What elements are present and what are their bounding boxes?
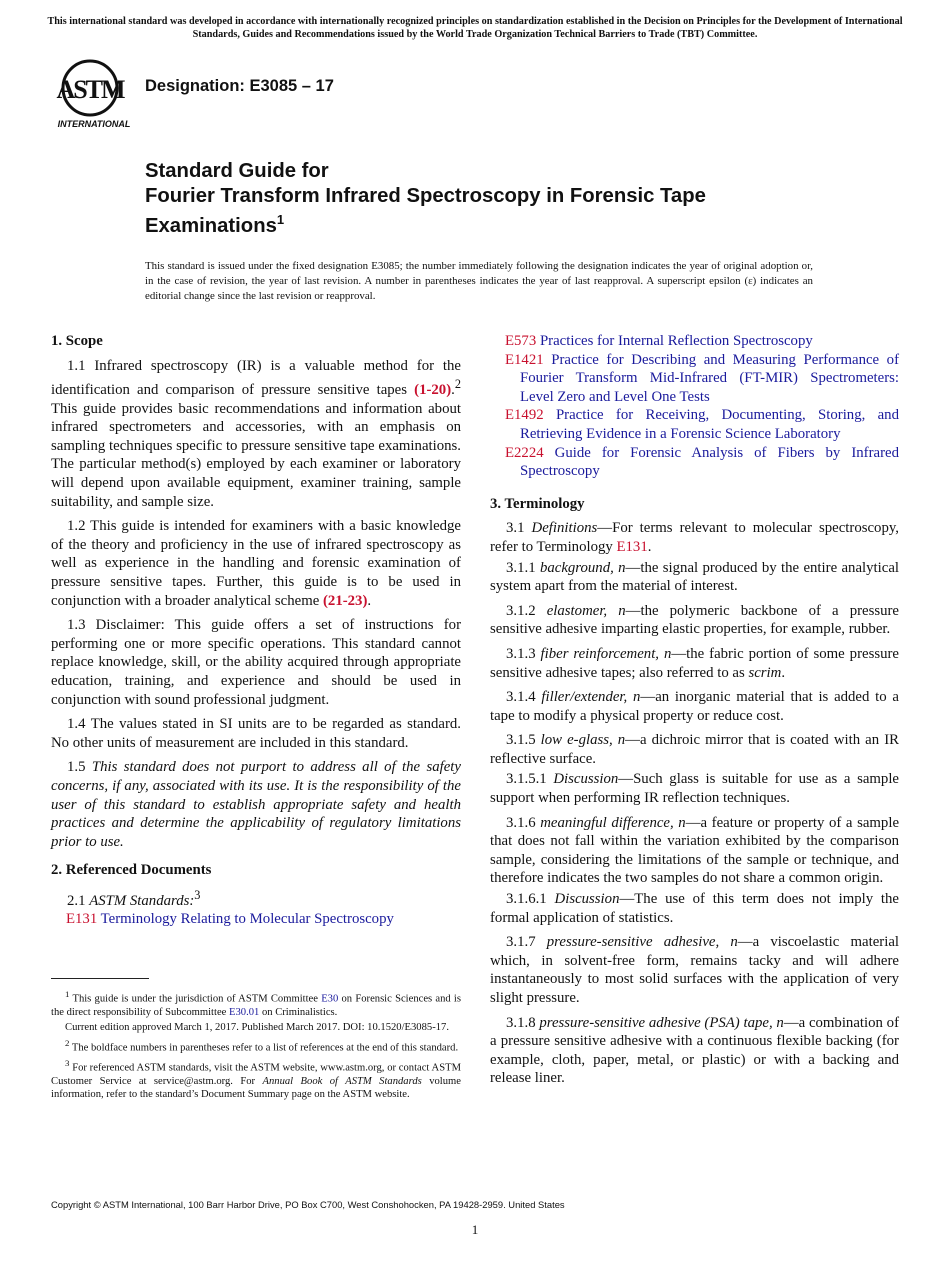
ref-item-e1492[interactable]: E1492 Practice for Receiving, Documenting, Storing, and Retrieving Evidence in a Forensic Science Laboratory [505,407,899,442]
svg-text:INTERNATIONAL: INTERNATIONAL [57,119,131,129]
term-3-1-6: 3.1.6 meaningful difference, n—a feature or property of a sample that does not fall within the variation exhibited by the comparison sample, considering the limitations of the sample or technique, and therefore indicates the two samples do not share a common origin. [490,814,900,887]
term-3-1-1: 3.1.1 background, n—the signal produced by the entire analytical system apart from the material of interest. [490,559,899,595]
term-3-1-3: 3.1.3 fiber reinforcement, n—the fabric portion of some pressure sensitive adhesive tapes; also referred to as scrim. [490,645,899,681]
para-1-4: 1.4 The values stated in SI units are to be regarded as standard. No other units of measurement are included in this standard. [51,716,461,751]
para-1-2: 1.2 This guide is intended for examiners with a basic knowledge of the theory and proficiency in the use of infrared spectroscopy as well as experience in the handling and forensic examination of pressure sensitive tapes. Further, this guide is to be used in conjunction with a broader analytical scheme (21-23). [51,518,461,609]
document-title [145,159,905,238]
svg-text:ASTM: ASTM [56,75,124,104]
ref-link-1-20[interactable]: (1-20) [414,382,452,399]
left-column [51,332,461,929]
footnote-2: $^2$ The boldface numbers in parentheses refer to a list of references at the end of this standard. [65,1037,459,1054]
section-scope-heading: 1. Scope [51,333,103,349]
footnote-1: $^1$ This guide is under the jurisdiction of ASTM Committee E30 on Forensic Sciences and is the direct responsibility of Subcommittee E30.01 on Criminalistics. [51,989,461,1018]
title-line-3: Examinations [145,214,277,237]
page-number: 1 [471,1222,479,1237]
term-3-1-4: 3.1.4 filler/extender, n—an inorganic material that is added to a tape to modify a physical property or reduce cost. [490,689,899,724]
title-line-2: Fourier Transform Infrared Spectroscopy in Forensic Tape [145,184,706,207]
section-terminology-heading: 3. Terminology [490,495,585,512]
term-3-1-2: 3.1.2 elastomer, n—the polymeric backbone of a pressure sensitive adhesive imparting elastic properties, for example, rubber. [490,602,899,638]
section-refdocs-heading: 2. Referenced Documents [51,862,212,879]
para-1-5: 1.5 This standard does not purport to address all of the safety concerns, if any, associated with its use. It is the responsibility of the user of this standard to establish appropriate safety and health practices and determine the applicability of regulatory limitations prior to use. [51,759,461,850]
right-column [490,332,899,1094]
ref-link-21-23[interactable]: (21-23) [323,592,368,609]
footnotes [51,988,461,1103]
footnote-3: $^3$ For referenced ASTM standards, visit the ASTM website, www.astm.org, or contact ASTM Customer Service at service@astm.org. For Annual Book of ASTM Standards volume information, refer to the standard’s Document Summary page on the ASTM website. [51,1057,461,1101]
ref-item-e1421[interactable]: E1421 Practice for Describing and Measuring Performance of Fourier Transform Mid-Infrared (FT-MIR) Spectrometers: Level Zero and Level One Tests [505,351,900,405]
ref-item-e131[interactable]: E131 Terminology Relating to Molecular Spectroscopy [66,911,394,928]
ref-item-e573[interactable]: E573 Practices for Internal Reflection Spectroscopy [505,333,813,349]
link-e131[interactable]: E131 [616,538,648,555]
issuance-note: This standard is issued under the fixed designation E3085; the number immediately following the designation indicates the year of original adoption or, in the case of revision, the year of last revision. A number in parentheses indicates the year of last reapproval. A superscript epsilon (ε) indicates an editorial change since the last revision or reapproval. [145,260,813,303]
title-line-1: Standard Guide for [145,160,329,182]
term-3-1-8: 3.1.8 pressure-sensitive adhesive (PSA) tape, n—a combination of a pressure sensitive adhesive with a continuous flexible backing (for example, cloth, paper, metal, or plastic) or with a backing and release liner. [490,1014,900,1087]
term-3-1-5-1: 3.1.5.1 Discussion—Such glass is suitable for use as a sample support when performing IR reflection techniques. [490,771,899,807]
ref-item-e2224[interactable]: E2224 Guide for Forensic Analysis of Fibers by Infrared Spectroscopy [505,444,899,480]
astm-logo [52,56,136,132]
link-e30[interactable]: E30 [321,993,339,1005]
para-3-1: 3.1 Definitions—For terms relevant to molecular spectroscopy, refer to Terminology E131. [490,520,899,555]
para-1-3: 1.3 Disclaimer: This guide offers a set of instructions for performing one or more specific operations. This standard cannot replace knowledge, skill, or the ability acquired through appropriate education, training, and experience and should be used in conjunction with sound professional judgment. [51,617,461,708]
footnote-1-edition: Current edition approved March 1, 2017. Published March 2017. DOI: 10.1520/E3085-17. [65,1022,449,1034]
copyright-notice: Copyright © ASTM International, 100 Barr Harbor Drive, PO Box C700, West Conshohocken, PA 19428-2959. United States [51,1199,565,1210]
term-3-1-6-1: 3.1.6.1 Discussion—The use of this term does not imply the formal application of statistics. [490,891,900,926]
designation: Designation: E3085 – 17 [145,77,334,95]
term-3-1-5: 3.1.5 low e-glass, n—a dichroic mirror that is coated with an IR reflective surface. [490,732,900,767]
footnote-rule [51,978,149,979]
tbt-notice: This international standard was developed in accordance with internationally recognized principles on standardization established in the Decision on Principles for the Development of International Standards, Guides and Recommendations issued by the World Trade Organization Technical Barriers to Trade (TBT) Committee. [47,16,903,40]
para-2-1: 2.1 ASTM Standards:$^3$ [67,887,201,909]
term-3-1-7: 3.1.7 pressure-sensitive adhesive, n—a viscoelastic material which, in solvent-free form, remains tacky and will adhere instantaneously to most solid surfaces with the application of very slight pressure. [490,934,899,1006]
para-1-1: 1.1 Infrared spectroscopy (IR) is a valuable method for the identification and comparison of pressure sensitive tapes (1-20).$^2$ This guide provides basic recommendations and information about infrared spectrometers and accessories, with an emphasis on sampling techniques specific to pressure sensitive tape examinations. The particular method(s) employed by each examiner or laboratory will depend upon available equipment, examiner training, sample suitability, and sample size. [51,357,461,510]
title-footnote-marker: 1 [276,212,285,227]
link-e30-01[interactable]: E30.01 [229,1006,260,1018]
